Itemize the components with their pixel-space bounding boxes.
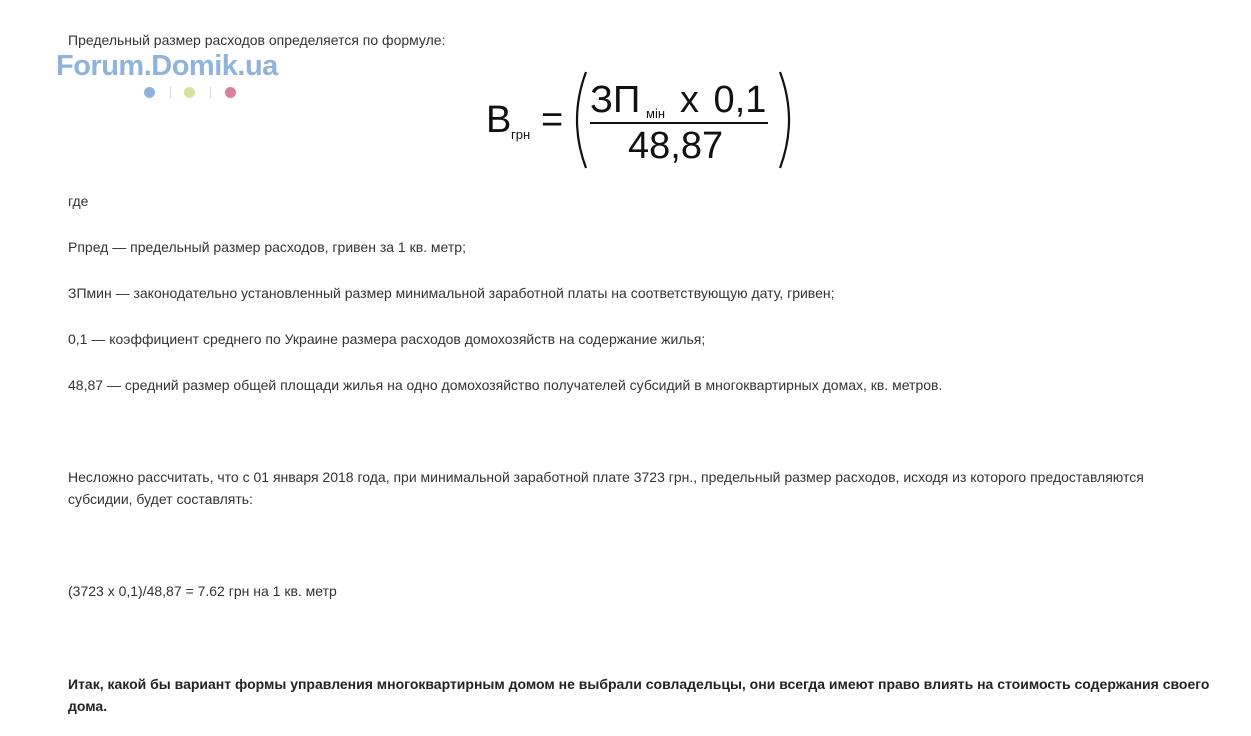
formula-lhs: В (486, 99, 512, 141)
logo-text: Forum.Domik.ua (56, 50, 278, 82)
formula-numerator-rest: х 0,1 (680, 79, 767, 121)
logo-dot-pink (225, 87, 236, 98)
logo-dots (144, 86, 244, 98)
conclusion-text: Итак, какой бы вариант формы управления многоквартирным домом не выбрали совладельцы, они всегда имеют право влиять на стоимость содержания своего дома. (68, 676, 1210, 714)
watermark-logo (56, 50, 326, 105)
definition-item: 0,1 — коэффициент среднего по Украине размера расходов домохозяйств на содержание жилья; (68, 331, 706, 347)
logo-separator (210, 87, 211, 98)
formula-right-paren (772, 70, 802, 170)
formula-numerator-main: ЗП (590, 79, 641, 121)
where-label: где (68, 193, 89, 209)
definition-item: Рпред — предельный размер расходов, гривен за 1 кв. метр; (68, 239, 466, 255)
definition-item: ЗПмин — законодательно установленный размер минимальной заработной платы на соответствующую дату, гривен; (68, 285, 835, 301)
formula-numerator-subscript: мін (646, 106, 666, 121)
intro-text: Предельный размер расходов определяется по формуле: (68, 32, 446, 48)
definition-item: 48,87 — средний размер общей площади жилья на одно домохозяйство получателей субсидий в многоквартирных домах, кв. метров. (68, 377, 943, 393)
formula-denominator: 48,87 (628, 125, 724, 167)
logo-dot-blue (144, 87, 155, 98)
logo-dot-green (184, 87, 195, 98)
calculation-paragraph: Несложно рассчитать, что с 01 января 2018 года, при минимальной заработной плате 3723 грн., предельный размер расходов, исходя из которого предоставляются субсидии, будет составлять: (68, 469, 1144, 507)
logo-separator (170, 87, 171, 98)
formula-lhs-subscript: грн (511, 127, 531, 142)
formula (480, 70, 800, 175)
formula-fraction-line (590, 122, 768, 124)
calculation-result: (3723 х 0,1)/48,87 = 7.62 грн на 1 кв. метр (68, 583, 337, 599)
formula-equals: = (541, 99, 564, 141)
